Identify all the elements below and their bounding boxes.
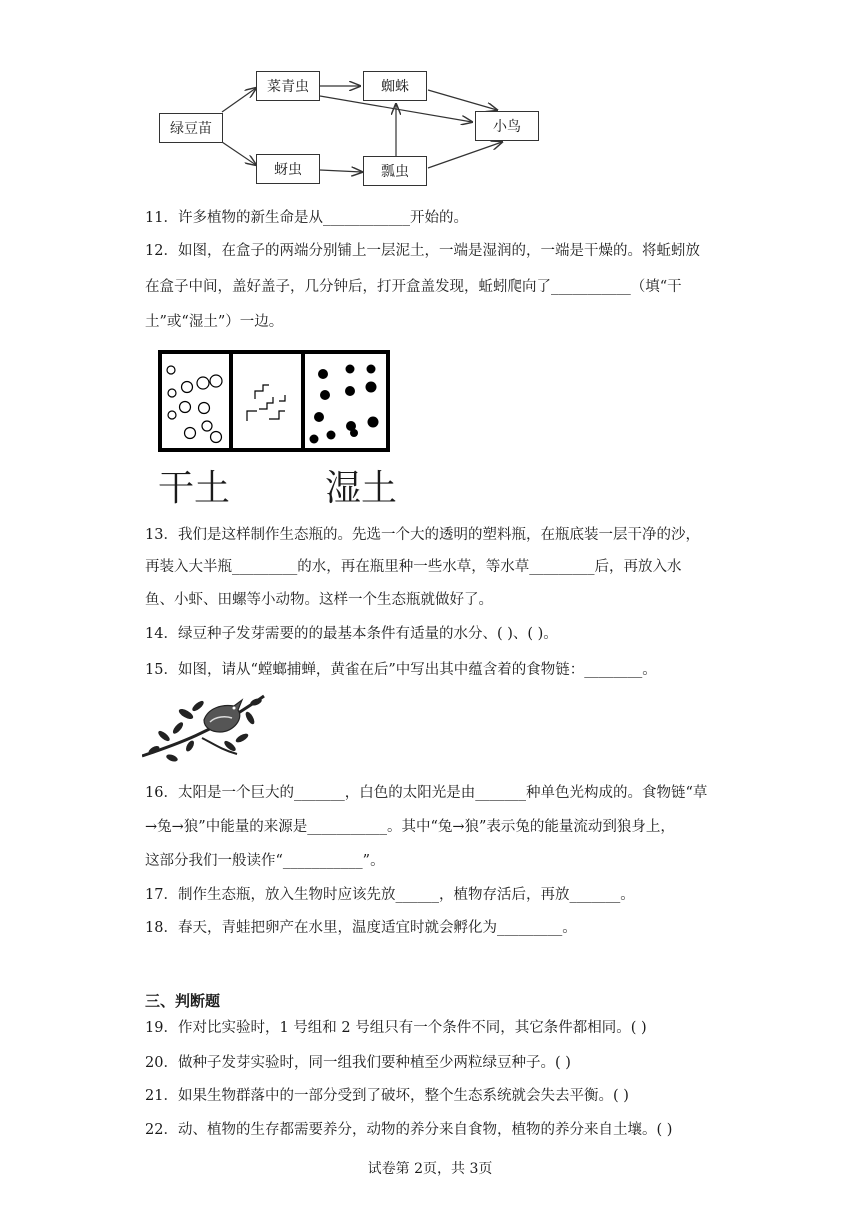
arrow-ladybug-to-bird <box>428 142 502 168</box>
wet-soil-dots <box>310 365 379 444</box>
question-16-line-3: 这部分我们一般读作“___________”。 <box>145 853 385 869</box>
section-title-true-false: 三、判断题 <box>145 992 221 1010</box>
node-caterpillar <box>256 71 320 101</box>
node-mung-bean <box>159 113 223 143</box>
question-22: 22．动、植物的生存都需要养分，动物的养分来自食物，植物的养分来自土壤。( ) <box>145 1122 673 1138</box>
bird-branch-illustration <box>142 688 267 768</box>
question-12-line-1: 12．如图，在盒子的两端分别铺上一层泥土，一端是湿润的，一端是干燥的。将蚯蚓放 <box>145 243 700 259</box>
question-12-line-3: 土”或“湿土”）一边。 <box>145 314 284 330</box>
question-15: 15．如图，请从“螳螂捕蝉，黄雀在后”中写出其中蕴含着的食物链：________。 <box>145 662 657 678</box>
page-footer: 试卷第 2页，共 3页 <box>367 1161 493 1177</box>
node-label: 菜青虫 <box>267 79 309 95</box>
node-label: 小鸟 <box>493 119 521 135</box>
node-label: 绿豆苗 <box>170 121 212 137</box>
question-20: 20．做种子发芽实验时，同一组我们要种植至少两粒绿豆种子。( ) <box>145 1055 571 1071</box>
wet-soil-label: 湿土 <box>325 468 398 509</box>
question-16-line-2: →兔→狼”中能量的来源是___________。其中“兔→狼”表示兔的能量流动到狼身上， <box>145 819 675 835</box>
question-14: 14．绿豆种子发芽需要的的最基本条件有适量的水分、( )、( )。 <box>145 626 558 642</box>
earthworm-marks <box>247 385 285 421</box>
dry-soil-circles <box>167 366 222 443</box>
question-11: 11．许多植物的新生命是从____________开始的。 <box>145 210 468 226</box>
arrow-spider-to-bird <box>428 90 497 110</box>
question-21: 21．如果生物群落中的一部分受到了破坏，整个生态系统就会失去平衡。( ) <box>145 1088 629 1104</box>
node-label: 蜘蛛 <box>381 79 409 95</box>
question-17: 17．制作生态瓶，放入生物时应该先放______，植物存活后，再放_______。 <box>145 887 635 903</box>
bird-shape <box>204 700 242 732</box>
dry-soil-label: 干土 <box>158 468 231 509</box>
arrow-aphid-to-ladybug <box>320 170 362 172</box>
arrow-mung-to-caterpillar <box>222 88 256 112</box>
question-19: 19．作对比实验时，1 号组和 2 号组只有一个条件不同，其它条件都相同。( ) <box>145 1020 647 1036</box>
question-13-line-1: 13．我们是这样制作生态瓶的。先选一个大的透明的塑料瓶，在瓶底装一层干净的沙， <box>145 527 700 543</box>
question-12-line-2: 在盒子中间，盖好盖子，几分钟后，打开盒盖发现，蚯蚓爬向了___________（填“干 <box>145 279 682 295</box>
node-label: 蚜虫 <box>274 162 302 178</box>
food-web-diagram <box>0 0 860 200</box>
node-spider <box>363 71 427 101</box>
question-18: 18．春天，青蛙把卵产在水里，温度适宜时就会孵化为_________。 <box>145 920 577 936</box>
question-13-line-2: 再装入大半瓶_________的水，再在瓶里种一些水草，等水草_________后，再放入水 <box>145 559 682 575</box>
node-ladybug <box>363 156 427 186</box>
node-aphid <box>256 154 320 184</box>
node-label: 瓢虫 <box>381 164 409 180</box>
question-13-line-3: 鱼、小虾、田螺等小动物。这样一个生态瓶就做好了。 <box>145 592 493 608</box>
soil-box-figure <box>155 347 395 457</box>
node-bird <box>475 111 539 141</box>
arrow-mung-to-aphid <box>222 142 256 165</box>
question-16-line-1: 16．太阳是一个巨大的_______，白色的太阳光是由_______种单色光构成的。食物链“草 <box>145 785 708 801</box>
